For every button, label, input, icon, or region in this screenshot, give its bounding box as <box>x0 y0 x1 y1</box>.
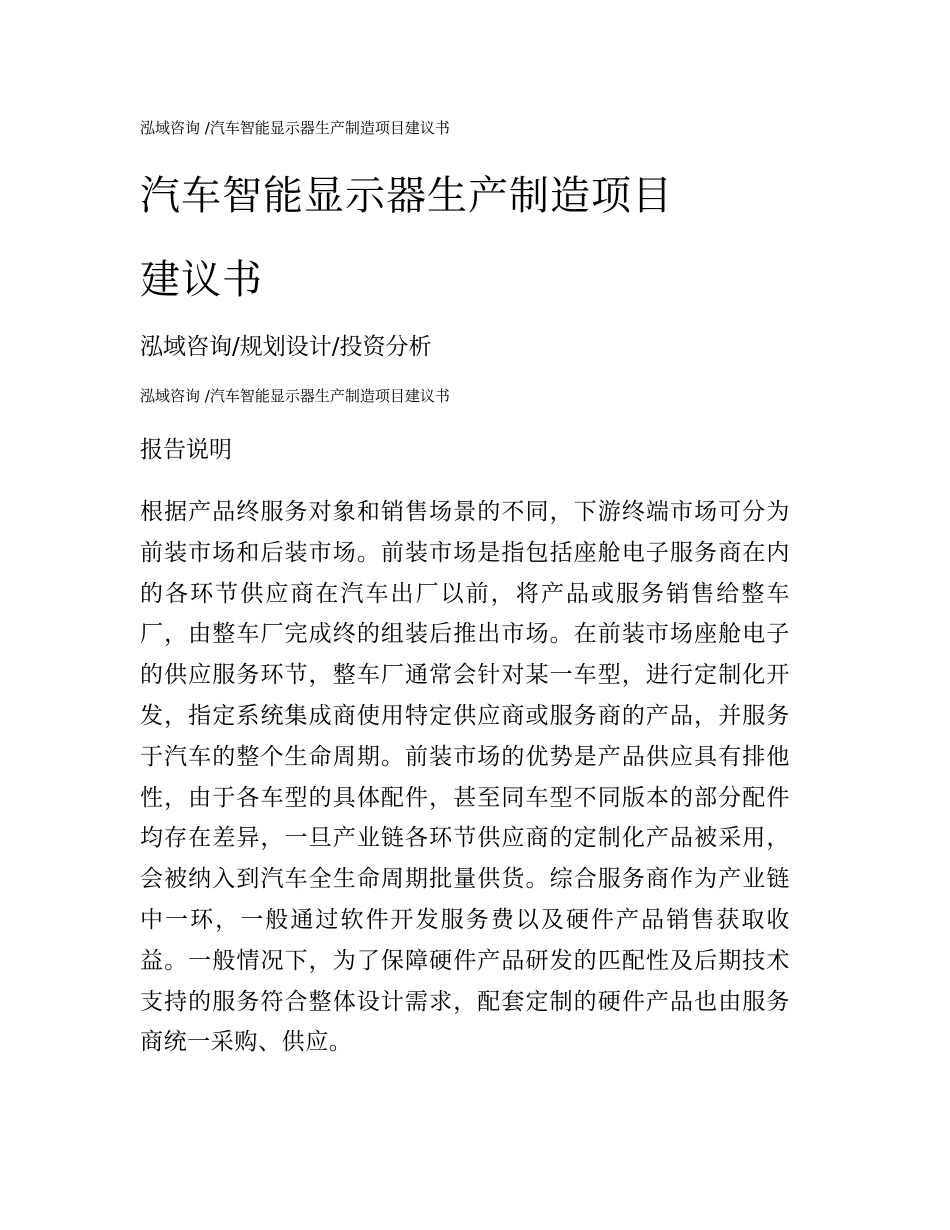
section-heading: 报告说明 <box>140 437 232 463</box>
body-paragraph: 根据产品终服务对象和销售场景的不同，下游终端市场可分为前装市场和后装市场。前装市场是指包括座舱电子服务商在内的各环节供应商在汽车出厂以前，将产品或服务销售给整车厂，由整车厂完成终的组装后推出市场。在前装市场座舱电子的供应服务环节，整车厂通常会针对某一车型，进行定制化开发，指定系统集成商使用特定供应商或服务商的产品，并服务于汽车的整个生命周期。前装市场的优势是产品供应具有排他性，由于各车型的具体配件，甚至同车型不同版本的部分配件均存在差异，一旦产业链各环节供应商的定制化产品被采用，会被纳入到汽车全生命周期批量供货。综合服务商作为产业链中一环，一般通过软件开发服务费以及硬件产品销售获取收益。一般情况下，为了保障硬件产品研发的匹配性及后期技术支持的服务符合整体设计需求，配套定制的硬件产品也由服务商统一采购、供应。 <box>140 499 790 1056</box>
running-header-repeat: 泓域咨询 /汽车智能显示器生产制造项目建议书 <box>140 387 450 405</box>
running-header: 泓域咨询 /汽车智能显示器生产制造项目建议书 <box>140 119 450 137</box>
document-title-line-1: 汽车智能显示器生产制造项目 <box>140 173 673 219</box>
document-title-line-2: 建议书 <box>140 257 263 303</box>
document-subtitle: 泓域咨询/规划设计/投资分析 <box>140 334 432 360</box>
